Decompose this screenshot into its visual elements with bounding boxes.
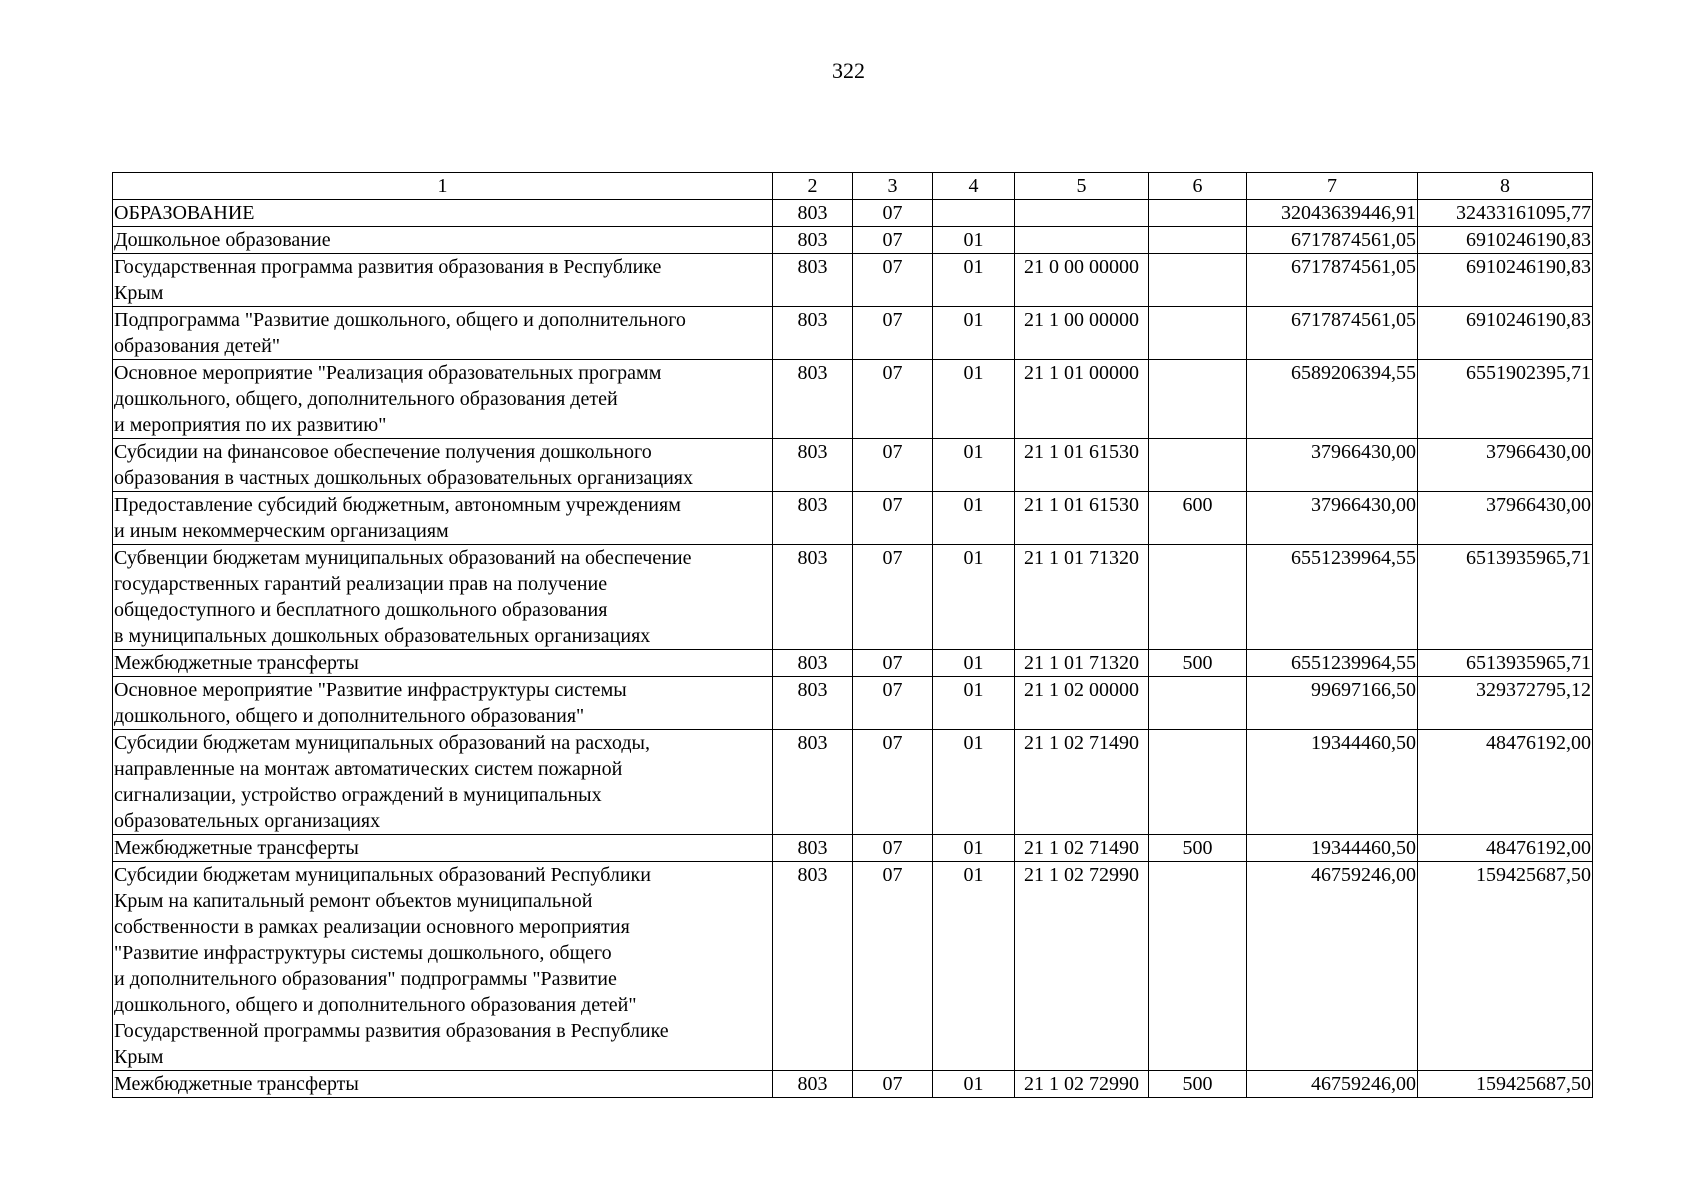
target-article-code: 21 1 02 00000 bbox=[1015, 677, 1149, 730]
expense-type-code bbox=[1149, 307, 1247, 360]
amount-year-1: 19344460,50 bbox=[1247, 730, 1418, 835]
expense-type-code bbox=[1149, 730, 1247, 835]
expense-type-code bbox=[1149, 677, 1247, 730]
row-name: Субсидии бюджетам муниципальных образований на расходы, направленные на монтаж автоматических систем пожарной сигнализации, устройство ограждений в муниципальных образовательных организациях bbox=[113, 730, 773, 835]
target-article-code bbox=[1015, 200, 1149, 227]
amount-year-2: 6513935965,71 bbox=[1418, 545, 1593, 650]
expense-type-code bbox=[1149, 545, 1247, 650]
target-article-code: 21 1 00 00000 bbox=[1015, 307, 1149, 360]
amount-year-1: 6717874561,05 bbox=[1247, 227, 1418, 254]
admin-code: 803 bbox=[773, 650, 853, 677]
amount-year-1: 32043639446,91 bbox=[1247, 200, 1418, 227]
row-name: Дошкольное образование bbox=[113, 227, 773, 254]
admin-code: 803 bbox=[773, 862, 853, 1071]
admin-code: 803 bbox=[773, 439, 853, 492]
subsection-code: 01 bbox=[933, 862, 1015, 1071]
row-name: Предоставление субсидий бюджетным, автономным учреждениям и иным некоммерческим организациям bbox=[113, 492, 773, 545]
subsection-code: 01 bbox=[933, 835, 1015, 862]
row-name: Межбюджетные трансферты bbox=[113, 835, 773, 862]
page-number: 322 bbox=[832, 58, 865, 83]
target-article-code: 21 1 01 61530 bbox=[1015, 492, 1149, 545]
amount-year-1: 37966430,00 bbox=[1247, 492, 1418, 545]
expense-type-code: 500 bbox=[1149, 650, 1247, 677]
table-row bbox=[113, 307, 1593, 360]
target-article-code: 21 1 01 00000 bbox=[1015, 360, 1149, 439]
expense-type-code bbox=[1149, 254, 1247, 307]
expense-type-code: 500 bbox=[1149, 835, 1247, 862]
column-header: 1 bbox=[113, 173, 773, 200]
section-code: 07 bbox=[853, 677, 933, 730]
table-row bbox=[113, 677, 1593, 730]
amount-year-2: 48476192,00 bbox=[1418, 835, 1593, 862]
row-name: ОБРАЗОВАНИЕ bbox=[113, 200, 773, 227]
amount-year-2: 37966430,00 bbox=[1418, 492, 1593, 545]
amount-year-2: 32433161095,77 bbox=[1418, 200, 1593, 227]
column-header: 7 bbox=[1247, 173, 1418, 200]
section-code: 07 bbox=[853, 492, 933, 545]
section-code: 07 bbox=[853, 835, 933, 862]
column-header: 2 bbox=[773, 173, 853, 200]
table-row bbox=[113, 545, 1593, 650]
expense-type-code bbox=[1149, 360, 1247, 439]
subsection-code: 01 bbox=[933, 439, 1015, 492]
admin-code: 803 bbox=[773, 835, 853, 862]
section-code: 07 bbox=[853, 307, 933, 360]
admin-code: 803 bbox=[773, 545, 853, 650]
subsection-code: 01 bbox=[933, 360, 1015, 439]
subsection-code: 01 bbox=[933, 307, 1015, 360]
expense-type-code: 500 bbox=[1149, 1071, 1247, 1098]
table-row bbox=[113, 254, 1593, 307]
column-header: 3 bbox=[853, 173, 933, 200]
amount-year-2: 159425687,50 bbox=[1418, 862, 1593, 1071]
section-code: 07 bbox=[853, 254, 933, 307]
amount-year-2: 6910246190,83 bbox=[1418, 307, 1593, 360]
admin-code: 803 bbox=[773, 730, 853, 835]
admin-code: 803 bbox=[773, 1071, 853, 1098]
subsection-code: 01 bbox=[933, 677, 1015, 730]
table-row bbox=[113, 360, 1593, 439]
admin-code: 803 bbox=[773, 492, 853, 545]
section-code: 07 bbox=[853, 360, 933, 439]
column-header: 8 bbox=[1418, 173, 1593, 200]
expense-type-code bbox=[1149, 200, 1247, 227]
column-header: 4 bbox=[933, 173, 1015, 200]
table-row bbox=[113, 227, 1593, 254]
admin-code: 803 bbox=[773, 227, 853, 254]
row-name: Основное мероприятие "Развитие инфраструктуры системы дошкольного, общего и дополнительного образования" bbox=[113, 677, 773, 730]
amount-year-1: 6589206394,55 bbox=[1247, 360, 1418, 439]
table-row bbox=[113, 730, 1593, 835]
row-name: Межбюджетные трансферты bbox=[113, 650, 773, 677]
target-article-code: 21 1 01 71320 bbox=[1015, 545, 1149, 650]
amount-year-2: 6551902395,71 bbox=[1418, 360, 1593, 439]
amount-year-2: 48476192,00 bbox=[1418, 730, 1593, 835]
section-code: 07 bbox=[853, 862, 933, 1071]
target-article-code: 21 1 02 72990 bbox=[1015, 862, 1149, 1071]
target-article-code: 21 1 02 72990 bbox=[1015, 1071, 1149, 1098]
amount-year-1: 46759246,00 bbox=[1247, 862, 1418, 1071]
amount-year-2: 37966430,00 bbox=[1418, 439, 1593, 492]
target-article-code: 21 1 02 71490 bbox=[1015, 835, 1149, 862]
section-code: 07 bbox=[853, 1071, 933, 1098]
table-row bbox=[113, 862, 1593, 1071]
admin-code: 803 bbox=[773, 200, 853, 227]
admin-code: 803 bbox=[773, 360, 853, 439]
table-body bbox=[113, 200, 1593, 1098]
amount-year-2: 6910246190,83 bbox=[1418, 227, 1593, 254]
column-header: 6 bbox=[1149, 173, 1247, 200]
subsection-code: 01 bbox=[933, 492, 1015, 545]
amount-year-1: 6717874561,05 bbox=[1247, 307, 1418, 360]
section-code: 07 bbox=[853, 200, 933, 227]
subsection-code: 01 bbox=[933, 545, 1015, 650]
admin-code: 803 bbox=[773, 677, 853, 730]
table-row bbox=[113, 650, 1593, 677]
amount-year-2: 6910246190,83 bbox=[1418, 254, 1593, 307]
amount-year-2: 159425687,50 bbox=[1418, 1071, 1593, 1098]
table-row bbox=[113, 835, 1593, 862]
row-name: Подпрограмма "Развитие дошкольного, общего и дополнительного образования детей" bbox=[113, 307, 773, 360]
amount-year-1: 6717874561,05 bbox=[1247, 254, 1418, 307]
section-code: 07 bbox=[853, 730, 933, 835]
subsection-code: 01 bbox=[933, 227, 1015, 254]
row-name: Субсидии на финансовое обеспечение получения дошкольного образования в частных дошкольных образовательных организациях bbox=[113, 439, 773, 492]
table-row bbox=[113, 200, 1593, 227]
row-name: Субвенции бюджетам муниципальных образований на обеспечение государственных гарантий реализации прав на получение общедоступного и бесплатного дошкольного образования в муниципальных дошкольных образовательных организациях bbox=[113, 545, 773, 650]
target-article-code: 21 1 01 71320 bbox=[1015, 650, 1149, 677]
table-row bbox=[113, 492, 1593, 545]
section-code: 07 bbox=[853, 227, 933, 254]
admin-code: 803 bbox=[773, 254, 853, 307]
subsection-code: 01 bbox=[933, 650, 1015, 677]
subsection-code: 01 bbox=[933, 1071, 1015, 1098]
section-code: 07 bbox=[853, 545, 933, 650]
row-name: Межбюджетные трансферты bbox=[113, 1071, 773, 1098]
amount-year-1: 99697166,50 bbox=[1247, 677, 1418, 730]
amount-year-2: 6513935965,71 bbox=[1418, 650, 1593, 677]
section-code: 07 bbox=[853, 650, 933, 677]
table-row bbox=[113, 439, 1593, 492]
target-article-code: 21 0 00 00000 bbox=[1015, 254, 1149, 307]
expense-type-code bbox=[1149, 227, 1247, 254]
amount-year-1: 6551239964,55 bbox=[1247, 650, 1418, 677]
target-article-code bbox=[1015, 227, 1149, 254]
admin-code: 803 bbox=[773, 307, 853, 360]
subsection-code: 01 bbox=[933, 254, 1015, 307]
budget-table bbox=[112, 172, 1593, 1098]
expense-type-code: 600 bbox=[1149, 492, 1247, 545]
amount-year-2: 329372795,12 bbox=[1418, 677, 1593, 730]
amount-year-1: 46759246,00 bbox=[1247, 1071, 1418, 1098]
subsection-code: 01 bbox=[933, 730, 1015, 835]
amount-year-1: 19344460,50 bbox=[1247, 835, 1418, 862]
amount-year-1: 6551239964,55 bbox=[1247, 545, 1418, 650]
subsection-code bbox=[933, 200, 1015, 227]
expense-type-code bbox=[1149, 862, 1247, 1071]
target-article-code: 21 1 02 71490 bbox=[1015, 730, 1149, 835]
amount-year-1: 37966430,00 bbox=[1247, 439, 1418, 492]
section-code: 07 bbox=[853, 439, 933, 492]
table-row bbox=[113, 1071, 1593, 1098]
row-name: Субсидии бюджетам муниципальных образований Республики Крым на капитальный ремонт объектов муниципальной собственности в рамках реализации основного мероприятия "Развитие инфраструктуры системы дошкольного, общего и дополнительного образования" подпрограммы "Развитие дошкольного, общего и дополнительного образования детей" Государственной программы развития образования в Республике Крым bbox=[113, 862, 773, 1071]
expense-type-code bbox=[1149, 439, 1247, 492]
row-name: Основное мероприятие "Реализация образовательных программ дошкольного, общего, дополнительного образования детей и мероприятия по их развитию" bbox=[113, 360, 773, 439]
table-header-row bbox=[113, 173, 1593, 200]
target-article-code: 21 1 01 61530 bbox=[1015, 439, 1149, 492]
column-header: 5 bbox=[1015, 173, 1149, 200]
row-name: Государственная программа развития образования в Республике Крым bbox=[113, 254, 773, 307]
